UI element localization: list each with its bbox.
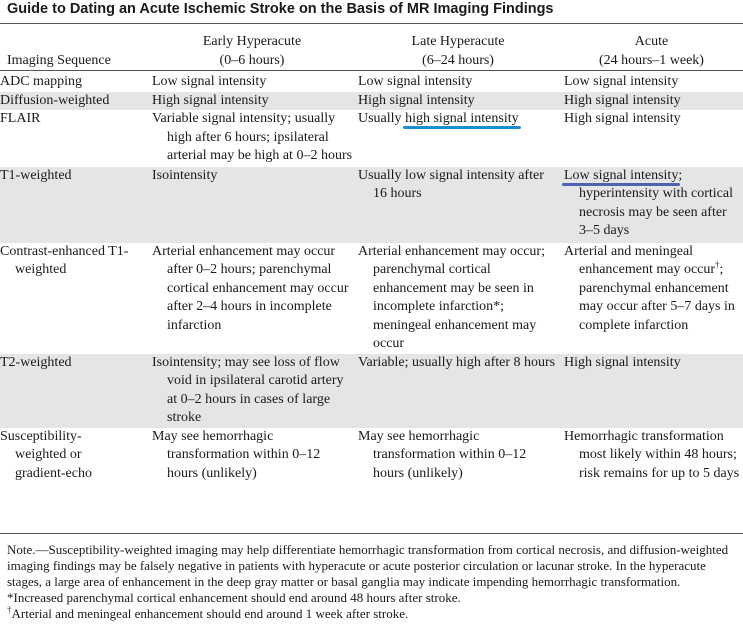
late-text: Usually <box>358 111 406 126</box>
highlighted-text: high signal intensity <box>405 111 519 126</box>
late-cell <box>356 110 562 167</box>
header-late-hyperacute: Late Hyperacute (6–24 hours) <box>356 33 562 71</box>
table-title: Guide to Dating an Acute Ischemic Stroke on the Basis of MR Imaging Findings <box>7 1 554 17</box>
acute-cell <box>562 167 743 243</box>
acute-text: ; hyperintensity with cortical necrosis may be seen after 3–5 days <box>579 167 733 238</box>
footnote-dagger-text: Arterial and meningeal enhancement should end around 1 week after stroke. <box>11 606 409 621</box>
acute-text: Arterial and meningeal enhancement may occur <box>564 243 716 277</box>
dagger-mark: † <box>715 259 720 270</box>
note-main: Note.—Susceptibility-weighted imaging may help differentiate hemorrhagic transformation from cortical necrosis, and diffusion-weighted imaging findings may be falsely negative in patients with hyperacute or acute posterior circulation or lacunar stroke. In the hyperacute stages, a large area of enhancement in the deep gray matter or basal ganglia may indicate impending hemorrhagic transformation. <box>7 542 729 589</box>
acute-text: ; parenchymal enhancement may occur after 5–7 days in complete infarction <box>579 262 735 333</box>
stroke-dating-table <box>0 33 743 486</box>
table-row <box>0 71 743 92</box>
early-cell: Isointensity <box>150 167 356 243</box>
table-row <box>0 92 743 111</box>
table-row <box>0 428 743 487</box>
early-cell: High signal intensity <box>150 92 356 111</box>
sequence-cell: T1-weighted <box>0 167 150 243</box>
title-rule <box>0 23 743 24</box>
sequence-cell: Diffusion-weighted <box>0 92 150 111</box>
early-cell: Arterial enhancement may occur after 0–2 hours; parenchymal cortical enhancement may occur after 2–4 hours in incomplete infarction <box>152 243 349 333</box>
sequence-cell: T2-weighted <box>0 354 150 428</box>
late-cell: High signal intensity <box>356 92 562 111</box>
late-cell: Arterial enhancement may occur; parenchymal cortical enhancement may be seen in incomplete infarction*; meningeal enhancement may occur <box>358 243 545 351</box>
late-cell: Variable; usually high after 8 hours <box>356 354 562 428</box>
table-row <box>0 354 743 428</box>
acute-cell: High signal intensity <box>562 354 743 428</box>
sequence-cell: ADC mapping <box>0 74 83 89</box>
table-header-row <box>0 33 743 71</box>
header-acute: Acute (24 hours–1 week) <box>562 33 743 71</box>
table-row <box>0 243 743 354</box>
footnote-dagger <box>7 606 739 622</box>
acute-cell: High signal intensity <box>562 92 743 111</box>
sequence-cell: FLAIR <box>0 111 41 126</box>
acute-cell: High signal intensity <box>564 111 681 126</box>
highlighted-text: Low signal intensity <box>564 167 679 183</box>
late-cell: Low signal intensity <box>358 74 473 89</box>
header-early-hyperacute: Early Hyperacute (0–6 hours) <box>150 33 356 71</box>
acute-cell <box>562 243 743 354</box>
table-notes <box>7 542 739 622</box>
dagger-mark: † <box>7 604 12 615</box>
sequence-cell: Susceptibility-weighted or gradient-echo <box>0 428 92 481</box>
footnote-star: *Increased parenchymal cortical enhancement should end around 48 hours after stroke. <box>7 590 461 605</box>
table-row <box>0 167 743 243</box>
late-cell: May see hemorrhagic transformation within 0–12 hours (unlikely) <box>358 428 527 481</box>
early-cell: Isointensity; may see loss of flow void in ipsilateral carotid artery at 0–2 hours in cases of large stroke <box>150 354 356 428</box>
table-row <box>0 110 743 167</box>
notes-rule <box>0 533 743 534</box>
early-cell: Low signal intensity <box>152 74 267 89</box>
early-cell: Variable signal intensity; usually high after 6 hours; ipsilateral arterial may be high at 0–2 hours <box>152 111 353 163</box>
acute-cell: Hemorrhagic transformation most likely within 48 hours; risk remains for up to 5 days <box>564 428 740 481</box>
late-cell: Usually low signal intensity after 16 hours <box>356 167 562 243</box>
sequence-cell: Contrast-enhanced T1-weighted <box>0 243 129 277</box>
early-cell: May see hemorrhagic transformation within 0–12 hours (unlikely) <box>152 428 321 481</box>
header-imaging-sequence: Imaging Sequence <box>0 33 150 71</box>
acute-cell: Low signal intensity <box>564 74 679 89</box>
